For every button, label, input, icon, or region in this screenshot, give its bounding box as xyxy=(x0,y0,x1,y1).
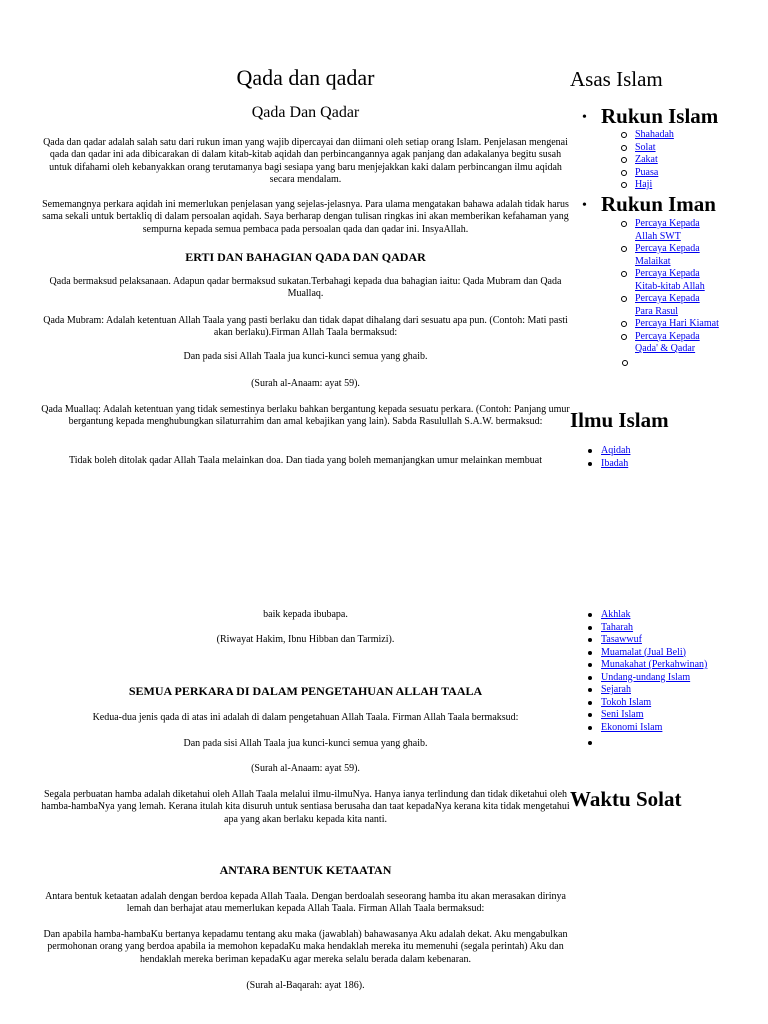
bullet-icon: • xyxy=(582,110,587,125)
list-item xyxy=(601,445,751,458)
quote-ayat-2: Dan pada sisi Allah Taala jua kunci-kunci semua yang ghaib. xyxy=(183,738,428,749)
sidebar-title: Asas Islam xyxy=(570,67,663,91)
link-taharah[interactable]: Taharah xyxy=(601,621,634,633)
link-muamalat[interactable]: Muamalat (Jual Beli) xyxy=(601,646,686,658)
paragraph-qada-definition: Qada bermaksud pelaksanaan. Adapun qadar bermaksud sukatan.Terbahagi kepada dua bahagian iaitu: Qada Mubram dan Qada Muallaq. xyxy=(49,276,562,300)
link-ibadah[interactable]: Ibadah xyxy=(601,457,629,469)
link-zakat[interactable]: Zakat xyxy=(635,154,658,165)
link-sejarah[interactable]: Sejarah xyxy=(601,684,631,695)
paragraph-kedua-jenis: Kedua-dua jenis qada di atas ini adalah di dalam pengetahuan Allah Taala. Firman Allah Taala bermaksud: xyxy=(92,712,519,723)
list-ilmu-islam-b xyxy=(601,609,761,734)
list-item xyxy=(635,243,715,268)
quote-ayat: Dan pada sisi Allah Taala jua kunci-kunci semua yang ghaib. xyxy=(183,351,428,362)
list-item xyxy=(601,609,761,622)
hadith-text-continued: baik kepada ibubapa. xyxy=(263,609,348,620)
list-rukun-islam xyxy=(635,129,755,192)
list-ilmu-islam-a xyxy=(601,445,751,470)
link-undang-undang[interactable]: Undang-undang Islam xyxy=(601,671,691,683)
list-item xyxy=(635,167,755,180)
link-shahadah[interactable]: Shahadah xyxy=(635,129,674,140)
list-item xyxy=(635,331,715,356)
list-item xyxy=(601,659,761,672)
link-tokoh-islam[interactable]: Tokoh Islam xyxy=(601,696,652,708)
section-heading-pengetahuan: SEMUA PERKARA DI DALAM PENGETAHUAN ALLAH TAALA xyxy=(128,684,483,698)
paragraph-qada-mubram: Qada Mubram: Adalah ketentuan Allah Taala yang pasti berlaku dan tidak dapat dihalang dari sesuatu apa pun. (Contoh: Mati pasti akan berlaku).Firman Allah Taala bermaksud: xyxy=(43,315,568,339)
page-title: Qada dan qadar xyxy=(236,65,375,90)
link-percaya-rasul[interactable]: Percaya Kepada Para Rasul xyxy=(635,293,700,317)
link-munakahat[interactable]: Munakahat (Perkahwinan) xyxy=(601,659,708,670)
link-percaya-qada-qadar[interactable]: Percaya Kepada Qada' & Qadar xyxy=(635,330,700,354)
empty-list-bullet xyxy=(622,360,628,366)
article-subtitle: Qada Dan Qadar xyxy=(251,104,360,121)
heading-ilmu-islam: Ilmu Islam xyxy=(570,408,669,432)
link-seni-islam[interactable]: Seni Islam xyxy=(601,709,644,720)
list-item xyxy=(601,458,751,471)
list-item xyxy=(601,647,761,660)
link-akhlak[interactable]: Akhlak xyxy=(601,609,631,620)
hadith-text: Tidak boleh ditolak qadar Allah Taala melainkan doa. Dan tiada yang boleh memanjangkan umur melainkan membuat xyxy=(68,455,543,466)
intro-paragraph-2: Sememangnya perkara aqidah ini memerlukan penjelasan yang sejelas-jelasnya. Para ulama mengatakan bahawa adalah tidak harus sama sekali untuk bertakliq di dalam persoalan aqidah. Saya berharap dengan tulisan ringkas ini akan memberikan kefahaman yang sempurna kepada semua pembaca pada persoalan qada dan qadar ini. InsyaAllah. xyxy=(42,199,569,235)
list-item xyxy=(601,697,761,710)
list-item xyxy=(635,318,719,331)
section-heading-ketaatan: ANTARA BENTUK KETAATAN xyxy=(219,863,392,877)
list-item xyxy=(635,179,755,192)
section-heading-erti: ERTI DAN BAHAGIAN QADA DAN QADAR xyxy=(185,250,426,264)
intro-paragraph-1: Qada dan qadar adalah salah satu dari rukun iman yang wajib dipercayai dan diimani oleh setiap orang Islam. Penjelasan mengenai qada dan qadar ini ada dibicarakan di dalam kitab-kitab aqidah dan perbincangannya agak panjang dan adakalanya begitu susah untuk difahami oleh kebanyakkan orang terutamanya bagi sesiapa yang baru menjejakkan kaki dalam perbincangan ilmu aqidah secara mendalam. xyxy=(43,137,568,186)
link-percaya-kitab[interactable]: Percaya Kepada Kitab-kitab Allah xyxy=(635,268,705,292)
paragraph-berdoa: Antara bentuk ketaatan adalah dengan berdoa kepada Allah Taala. Dengan berdoalah seseorang hamba itu akan merasakan dirinya lemah dan berhajat atau memerlukan kepada Allah Taala. Firman Allah Taala bermaksud: xyxy=(45,891,566,915)
link-percaya-malaikat[interactable]: Percaya Kepada Malaikat xyxy=(635,243,700,267)
bullet-icon: • xyxy=(582,198,587,213)
list-item xyxy=(635,142,755,155)
list-item xyxy=(601,672,761,685)
link-ekonomi-islam[interactable]: Ekonomi Islam xyxy=(601,721,663,733)
list-item xyxy=(635,268,715,293)
list-item xyxy=(601,709,761,722)
heading-waktu-solat: Waktu Solat xyxy=(570,787,682,811)
link-percaya-kiamat[interactable]: Percaya Hari Kiamat xyxy=(635,318,719,329)
list-rukun-iman xyxy=(635,218,719,356)
quote-ayat-3: Dan apabila hamba-hambaKu bertanya kepadamu tentang aku maka (jawablah) bahawasanya Aku adalah dekat. Aku mengabulkan permohonan orang yang berdoa apabila ia memohon kepadaKu maka hendaklah mereka itu memenuhi (segala perintah) Aku dan hendaklah mereka beriman kepadaKu agar mereka selalu berada dalam kebenaran. xyxy=(43,929,568,965)
quote-reference: (Surah al-Anaam: ayat 59). xyxy=(251,378,360,389)
link-aqidah[interactable]: Aqidah xyxy=(601,445,631,456)
list-item xyxy=(601,722,761,735)
link-tasawwuf[interactable]: Tasawwuf xyxy=(601,634,642,645)
quote-reference-3: (Surah al-Baqarah: ayat 186). xyxy=(246,980,365,991)
empty-list-bullet xyxy=(588,741,592,745)
quote-reference-2: (Surah al-Anaam: ayat 59). xyxy=(251,763,360,774)
list-item xyxy=(601,634,761,647)
list-item xyxy=(635,129,755,142)
link-percaya-allah[interactable]: Percaya Kepada Allah SWT xyxy=(635,218,700,242)
paragraph-qada-muallaq: Qada Muallaq: Adalah ketentuan yang tidak semestinya berlaku bahkan bergantung kepada sesuatu perkara. (Contoh: Panjang umur bergantung kepada menghubungkan silaturrahim dan amal kebajikan yang lain). Sabda Rasulullah S.A.W. bermaksud: xyxy=(41,404,570,428)
hadith-reference: (Riwayat Hakim, Ibnu Hibban dan Tarmizi). xyxy=(216,634,395,645)
link-haji[interactable]: Haji xyxy=(635,179,653,190)
heading-rukun-iman: Rukun Iman xyxy=(601,192,716,216)
list-item xyxy=(635,154,755,167)
list-item xyxy=(635,293,715,318)
list-item xyxy=(635,218,715,243)
link-puasa[interactable]: Puasa xyxy=(635,166,659,178)
list-item xyxy=(601,684,761,697)
list-item xyxy=(601,622,761,635)
paragraph-perbuatan-hamba: Segala perbuatan hamba adalah diketahui oleh Allah Taala melalui ilmu-ilmuNya. Hanya ianya terlindung dan tidak diketahui oleh hamba-hambaNya yang lemah. Kerana itulah kita disuruh untuk sentiasa berusaha dan taat kepadaNya kerana kita tidak mengetahui apa yang akan berlaku kepada kita nanti. xyxy=(41,789,570,825)
link-solat[interactable]: Solat xyxy=(635,141,656,153)
heading-rukun-islam: Rukun Islam xyxy=(601,104,719,128)
